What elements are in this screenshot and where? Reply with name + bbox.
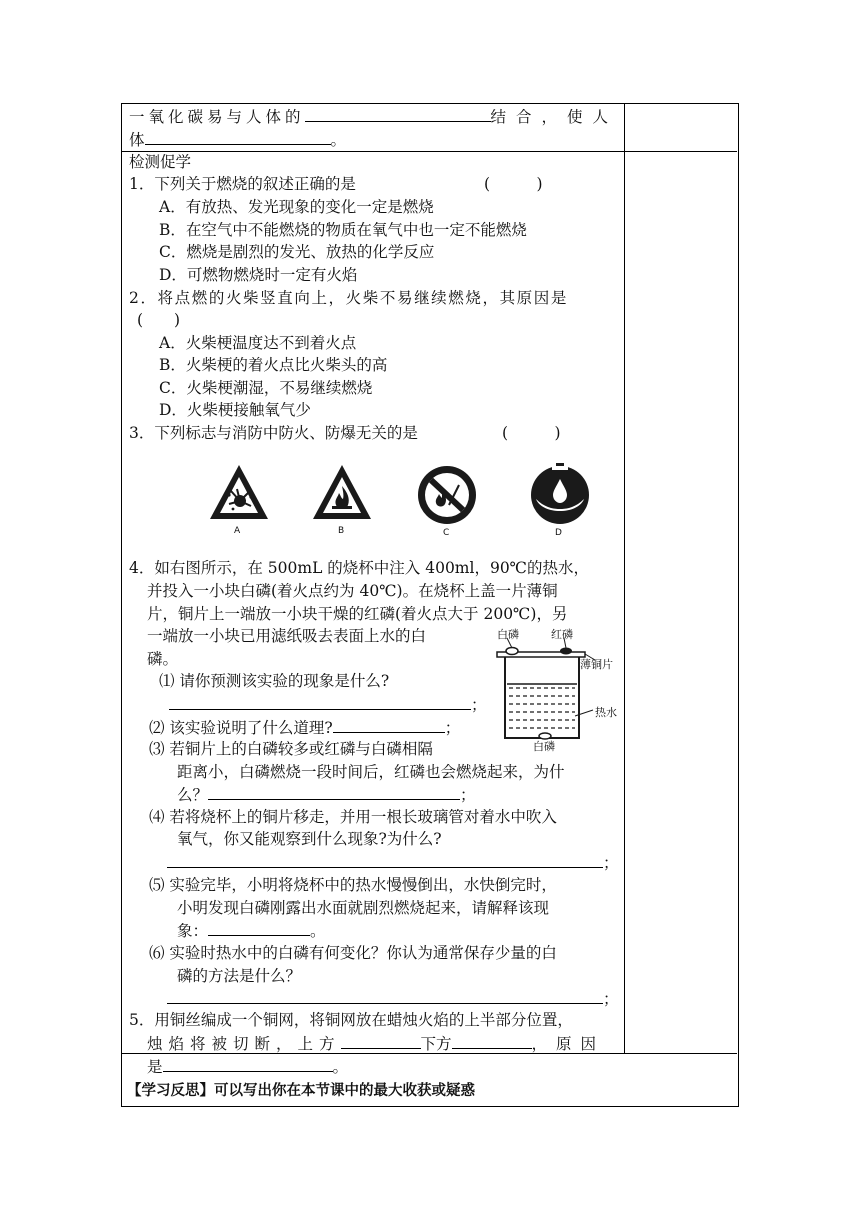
sign-label: C [443,528,450,538]
question-5-text: ，原因 [531,1035,606,1053]
option: B．在空气中不能燃烧的物质在氧气中也一定不能燃烧 [159,221,527,239]
question-5-line [147,1055,348,1078]
label-hot-water: 热水 [595,706,617,719]
sub-question-5-end [177,919,326,942]
question-1-stem: 1．下列关于燃烧的叙述正确的是 [129,175,356,193]
answer-line [167,851,619,874]
label-white-phosphorus-water: 白磷 [533,740,555,753]
blank-line [145,128,331,145]
sub-question-2 [149,716,460,739]
option: C．燃烧是剧烈的发光、放热的化学反应 [159,243,435,261]
label-white-phosphorus: 白磷 [497,628,519,641]
option: D．火柴梗接触氧气少 [159,401,311,419]
sign-label: D [555,528,562,538]
question-5-text: 是 [147,1058,163,1076]
question-3-stem: 3．下列标志与消防中防火、防爆无关的是 [129,424,418,442]
punct: 。 [310,922,326,940]
blank-line [208,783,460,800]
label-red-phosphorus: 红磷 [551,628,573,641]
sub-question-3: ⑶ 若铜片上的白磷较多或红磷与白磷相隔 [149,740,433,758]
blank-line [452,1032,532,1049]
answer-paren: ( ) [484,175,543,193]
answer-paren: ( ) [502,424,561,442]
answer-line [169,693,487,716]
question-4-line: 片，铜片上一端放一小块干燥的红磷(着火点大于 200℃)，另 [147,605,568,623]
option: A．火柴梗温度达不到着火点 [159,334,357,352]
question-5-text: 下方 [420,1035,452,1053]
sub-question-6-cont: 磷的方法是什么？ [177,967,302,985]
blank-line [341,1032,421,1049]
row-divider [121,151,737,152]
sub-question-4: ⑷ 若将烧杯上的铜片移走，并用一根长玻璃管对着水中吹入 [149,808,557,826]
intro-line-1 [129,105,621,128]
sub-question-text: 象： [177,922,209,940]
label-copper-sheet: 薄铜片 [580,658,613,671]
column-divider [624,103,625,1053]
answer-paren: ( ) [137,311,181,329]
intro-text: 结合，使人 [490,108,619,126]
flammable-warning-sign-icon [310,462,374,524]
sub-question-1: ⑴ 请你预测该实验的现象是什么? [159,672,390,690]
punct: ； [460,786,476,804]
option: C．火柴梗潮湿，不易继续燃烧 [159,379,373,397]
learning-reflection-heading: 【学习反思】可以写出你在本节课中的最大收获或疑惑 [127,1083,475,1099]
sub-question-5: ⑸ 实验完毕，小明将烧杯中的热水慢慢倒出，水快倒完时， [149,876,557,894]
sub-question-6: ⑹ 实验时热水中的白磷有何变化？你认为通常保存少量的白 [149,944,557,962]
question-2-stem: 2．将点燃的火柴竖直向上，火柴不易继续燃烧，其原因是 [129,289,568,307]
punct: ； [471,696,487,714]
question-4-line: 一端放一小块已用滤纸吸去表面上水的白 [147,627,427,645]
blank-line [305,105,491,122]
question-5-line: 5．用铜丝编成一个铜网，将铜网放在蜡烛火焰的上半部分位置， [129,1011,573,1029]
sign-label: A [234,526,241,536]
sign-label: B [338,526,345,536]
option: B．火柴梗的着火点比火柴头的高 [159,356,388,374]
question-5-text: 。 [332,1058,349,1076]
intro-line-2 [129,128,346,151]
blank-line [333,716,445,733]
option: A．有放热、发光现象的变化一定是燃烧 [159,198,434,216]
worksheet-page [121,103,738,1106]
sub-question-3-cont: 距离小，白磷燃烧一段时间后，红磷也会燃烧起来，为什 [177,763,565,781]
option: D．可燃物燃烧时一定有火焰 [159,266,358,284]
question-5-line [147,1032,617,1055]
blank-line [208,919,310,936]
sub-question-text: 么？ [177,786,209,804]
intro-text: 体 [129,131,145,149]
beaker-experiment-figure [491,626,621,751]
blank-line [163,1055,333,1072]
question-4-line: 磷。 [147,650,179,668]
sub-question-3-end [177,783,476,806]
explosive-warning-sign-icon [207,462,271,524]
intro-text: 一氧化碳易与人体的 [129,108,305,126]
section-title: 检测促学 [129,153,192,171]
blank-line [167,987,603,1004]
answer-line [167,987,619,1010]
sub-question-text: ⑵ 该实验说明了什么道理? [149,719,333,737]
water-saving-sign-icon [528,463,592,527]
punct: ； [444,719,461,737]
question-4-line: 4．如右图所示，在 500mL 的烧杯中注入 400ml，90℃的热水， [129,559,590,577]
intro-text: 。 [330,131,347,149]
sub-question-4-cont: 氧气，你又能观察到什么现象?为什么? [177,830,442,848]
question-5-text: 烛焰将被切断，上方 [147,1035,341,1053]
beaker-diagram [491,626,621,751]
punct: ； [603,990,619,1008]
sub-question-5-cont: 小明发现白磷刚露出水面就剧烈燃烧起来，请解释该现 [177,899,550,917]
blank-line [167,851,603,868]
punct: ； [603,854,619,872]
question-4-line: 并投入一小块白磷(着火点约为 40℃)。在烧杯上盖一片薄铜 [147,582,558,600]
no-fire-prohibition-sign-icon [415,463,479,527]
blank-line [169,693,471,710]
